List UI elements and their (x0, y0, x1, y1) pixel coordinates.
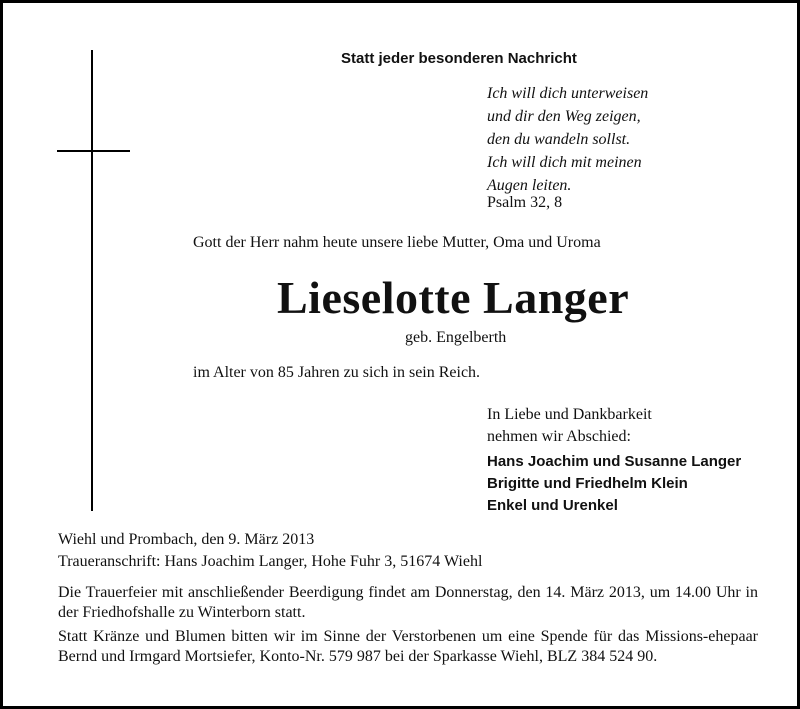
mourning-address: Traueranschrift: Hans Joachim Langer, Hohe Fuhr 3, 51674 Wiehl (58, 553, 483, 570)
intro-text: Gott der Herr nahm heute unsere liebe Mutter, Oma und Uroma (193, 234, 601, 251)
maiden-name: geb. Engelberth (405, 329, 507, 346)
farewell-line: nehmen wir Abschied: (487, 428, 631, 445)
verse-reference: Psalm 32, 8 (487, 194, 563, 211)
verse-line: Ich will dich unterweisen (487, 85, 649, 102)
verse-line: und dir den Weg zeigen, (487, 108, 641, 125)
bible-verse (487, 82, 648, 197)
family-member: Brigitte und Friedhelm Klein (487, 475, 688, 492)
family-member: Enkel und Urenkel (487, 497, 618, 514)
cross-icon-vertical (91, 50, 93, 511)
place-date: Wiehl und Prombach, den 9. März 2013 (58, 531, 315, 548)
deceased-name: Lieselotte Langer (277, 272, 630, 323)
verse-line: den du wandeln sollst. (487, 131, 631, 148)
farewell-line: In Liebe und Dankbarkeit (487, 406, 652, 423)
ceremony-info: Die Trauerfeier mit anschließender Beerdigung findet am Donnerstag, den 14. März 2013, um 14.00 Uhr in der Friedhofshalle zu Winterborn statt. (58, 584, 758, 621)
farewell-text (487, 404, 652, 448)
verse-line: Augen leiten. (487, 177, 572, 194)
family-list (487, 451, 741, 517)
verse-line: Ich will dich mit meinen (487, 154, 642, 171)
notice-heading: Statt jeder besonderen Nachricht (341, 50, 577, 67)
donation-info: Statt Kränze und Blumen bitten wir im Sinne der Verstorbenen um eine Spende für das Missions-ehepaar Bernd und Irmgard Mortsiefer, Konto-Nr. 579 987 bei der Sparkasse Wiehl, BLZ 384 524 90. (58, 628, 758, 665)
cross-icon-horizontal (57, 150, 130, 152)
age-line: im Alter von 85 Jahren zu sich in sein Reich. (193, 364, 481, 381)
family-member: Hans Joachim und Susanne Langer (487, 453, 742, 470)
